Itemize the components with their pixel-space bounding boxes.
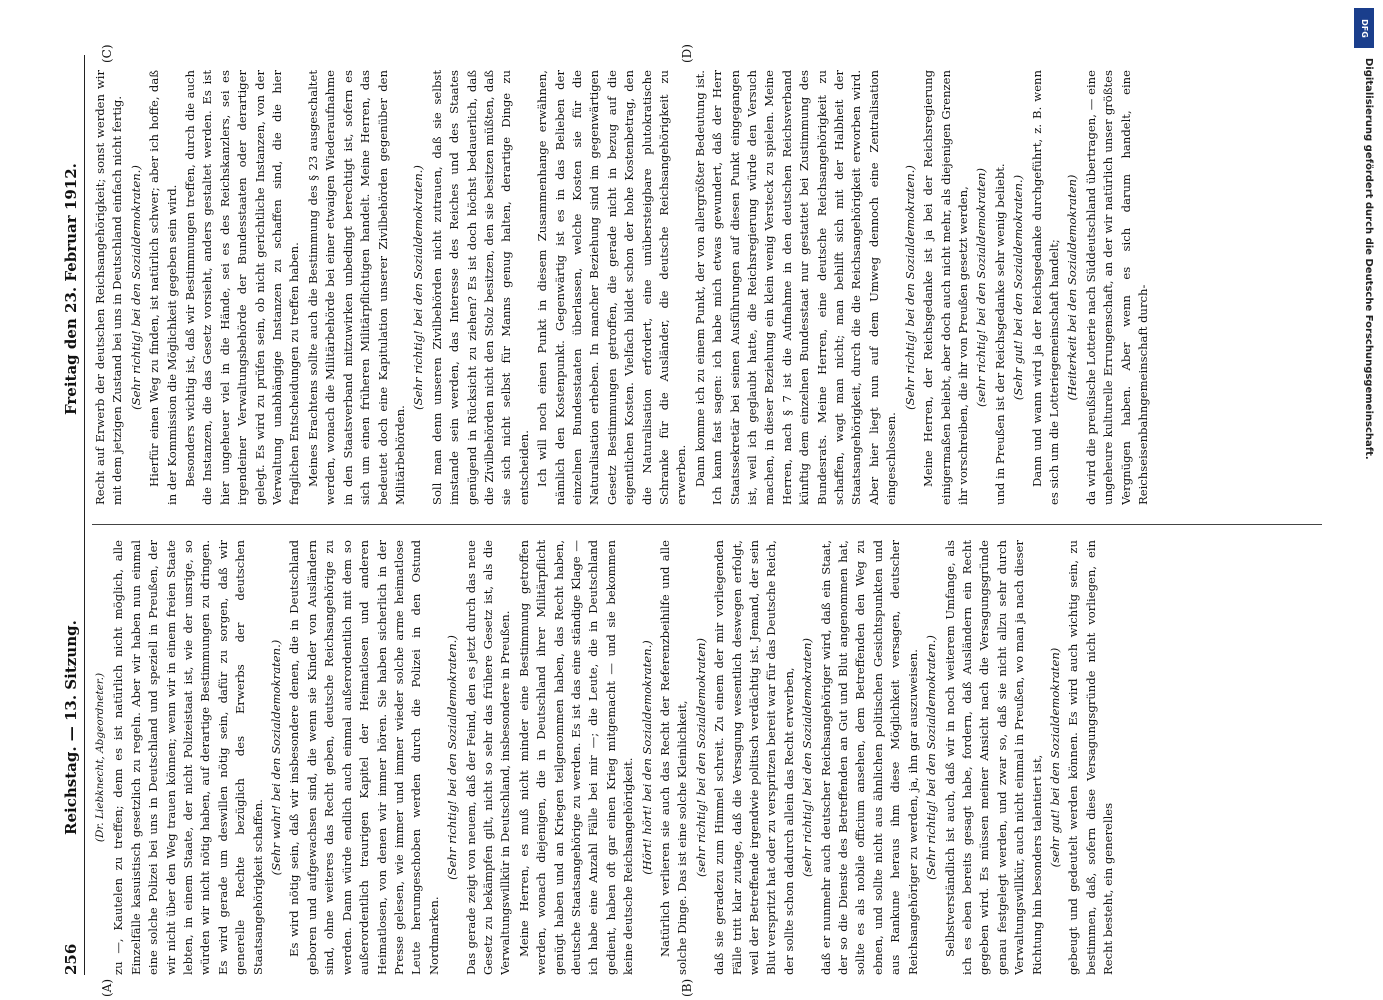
paragraph: zu —, Kautelen zu treffen; denn es ist natürlich nicht möglich, alle Einzelfälle kasuistisch gesetzlich zu regeln. Aber wir haben nun einmal eine solche Polizei bei uns in Deutschland und speziell in Preußen, der wir nicht über den Weg trauen können; wenn wir in einem freien Staate lebten, in einem Staate, der nicht Polizeistaat ist, wie der unsrige, so würden wir nicht nötig haben, auf derartige Bestimmungen zu dringen. Es wird gerade um deswillen nötig sein, dafür zu sorgen, daß wir generelle Rechte bezüglich des Erwerbs der deutschen Staatsangehörigkeit schaffen. [111, 540, 265, 975]
digitization-credit-text: Digitalisierung gefördert durch die Deutsche Forschungsgemeinschaft. [1363, 58, 1374, 460]
paragraph: Hierfür einen Weg zu finden, ist natürlich schwer; aber ich hoffe, daß in der Kommission die Möglichkeit gegeben sein wird. [147, 70, 179, 505]
paragraph: Dann komme ich zu einem Punkt, der von allergrößter Bedeutung ist. Ich kann fast sagen: ich habe mich etwas gewundert, daß der Herr Staatssekretär bei seinen Ausführungen auf diesen Punkt eingegangen ist, weil ich geglaubt hatte, die Reichsregierung würde den Versuch machen, in dieser Beziehung ein klein wenig Versteck zu spielen. Meine Herren, nach § 7 ist die Aufnahme in den deutschen Reichsverband künftig dem einzelnen Bundesstaat nur gestattet bei Zustimmung des Bundesrats. Meine Herren, eine deutsche Reichsangehörigkeit zu schaffen, wagt man nicht; man behilft sich mit der Halbheit der Staatsangehörigkeit, durch die die Reichsangehörigkeit erworben wird. Aber hier liegt nun auf dem Umweg dennoch eine Zentralisation eingeschlossen. [692, 70, 899, 505]
paragraph: Besonders wichtig ist, daß wir Bestimmungen treffen, durch die auch die Instanzen, die das Gesetz vorsieht, anders gestaltet werden. Es ist hier ungeheuer viel in die Hände, sei es des Reichskanzlers, sei es irgendeiner Verwaltungsbehörde der Bundesstaaten oder derartiger gelegt. Es wird zu prüfen sein, ob nicht gerichtliche Instanzen, von der Verwaltung unabhängige Instanzen zu schaffen sind, die die hier fraglichen Entscheidungen zu treffen haben. [183, 70, 302, 505]
paragraph: daß sie geradezu zum Himmel schreit. Zu einem der mir vorliegenden Fälle tritt klar zutage, daß die Versagung wesentlich deswegen erfolgt, weil der Betreffende irgendwie politisch verdächtig ist. Jemand, der sein Blut verspritzt hat oder zu verspritzen bereit war für das Deutsche Reich, der sollte schon dadurch allein das Recht erwerben, [712, 540, 796, 975]
dfg-logo [1354, 8, 1374, 48]
header-rule [84, 55, 85, 975]
interjection: (Sehr richtig! bei den Sozialdemokraten.) [445, 635, 460, 880]
margin-letter-a: (A) [100, 978, 114, 997]
interjection: (Sehr richtig! bei den Sozialdemokraten.) [924, 635, 939, 880]
paragraph: Es wird nötig sein, daß wir insbesondere denen, die in Deutschland geboren und aufgewachsen sind, die wenn sie Kinder von Ausländern sind, ohne weiteres das Recht geben, deutsche Reichsangehörige zu werden. Dann würde endlich auch einmal außerordentlich mit dem so außerordentlich traurigen Kapitel der Heimatlosen und anderen Heimatlosen, von denen wir immer hören. Sie haben sicherlich in der Presse gelesen, wie immer und immer wieder solche arme heimatlose Leute herumgeschoben werden durch die Polizei in den Ostund Nordmarken. [287, 540, 441, 975]
digitization-sidebar [1352, 8, 1376, 998]
paragraph: Recht auf Erwerb der deutschen Reichsangehörigkeit; sonst werden wir mit dem jetzigen Zustand bei uns in Deutschland einfach nicht fertig. [93, 70, 125, 505]
rotated-page [60, 44, 1335, 997]
interjection: (Hört! hört! bei den Sozialdemokraten.) [639, 640, 654, 875]
interjection: (Sehr richtig! bei den Sozialdemokraten.) [902, 165, 917, 410]
interjection: (Heiterkeit bei den Sozialdemokraten) [1065, 174, 1080, 401]
margin-letter-c: (C) [100, 44, 114, 63]
page-number: 256 [62, 943, 80, 975]
interjection: (Sehr gut! bei den Sozialdemokraten.) [1011, 174, 1026, 401]
paragraph: daß er nunmehr auch deutscher Reichsangehöriger wird, daß ein Staat, der so die Dienste des Betreffenden an Gut und Blut angenommen hat, sollte es als nobile officium ansehen, dem Betreffenden den Weg zu ebnen, und sollte nicht aus ähnlichen politischen Gesichtspunkten und aus Rankune heraus ihm diese Möglichkeit versagen, deutscher Reichsangehöriger zu werden, ja, ihn gar auszuweisen. [818, 540, 920, 975]
paragraph: gebeugt und gedeutelt werden können. Es wird auch wichtig sein, zu bestimmen, daß, sofern diese Versagungsgründe nicht vorliegen, ein Recht besteht, ein generelles [1066, 540, 1116, 975]
paragraph: da wird die preußische Lotterie nach Süddeutschland übertragen, — eine ungeheure kulturelle Errungenschaft, an der wir natürlich unser größtes Vergnügen haben. Aber wenn es sich darum handelt, eine Reichseisenbahngemeinschaft durch- [1083, 70, 1150, 505]
margin-letter-d: (D) [680, 44, 694, 63]
paragraph: Dann und wann wird ja der Reichsgedanke durchgeführt, z. B. wenn es sich um die Lotteriegemeinschaft handelt; [1029, 70, 1061, 505]
margin-letter-b: (B) [680, 978, 694, 997]
paragraph: und in Preußen ist der Reichsgedanke sehr wenig beliebt. [992, 163, 1007, 505]
interjection: (sehr gut! bei den Sozialdemokraten) [1047, 647, 1062, 868]
left-column [92, 540, 1322, 975]
page-header [60, 55, 84, 975]
paragraph: Meine Herren, der Reichsgedanke ist ja bei der Reichsregierung einigermaßen beliebt, aber doch auch nicht mehr, als diejenigen Grenzen ihr vorschreiben, die ihr von Preußen gesetzt werden, [921, 70, 970, 505]
session-title: Reichstag. — 13. Sitzung. [62, 620, 80, 835]
interjection: (Sehr richtig! bei den Sozialdemokraten.) [128, 165, 143, 410]
paragraph: Meines Erachtens sollte auch die Bestimmung des § 23 ausgeschaltet werden, wonach die Militärbehörde bei einer etwaigen Wiederaufnahme in den Staatsverband mitzuwirken unbedingt berechtigt ist, sofern es sich um einen früheren Militärpflichtigen handelt. Meine Herren, das bedeutet doch eine Kapitulation unserer Zivilbehörden gegenüber den Militärbehörden. [305, 70, 407, 505]
paragraph: Meine Herren, es muß nicht minder eine Bestimmung getroffen werden, wonach diejenigen, die in Deutschland ihrer Militärpflicht genügt haben und an Kriegen teilgenommen haben, das Recht haben, deutsche Staatsangehörige zu werden. Es ist das eine ständige Klage — ich habe eine Anzahl Fälle bei mir —; die Leute, die in Deutschland gedient, haben oft gar einen Krieg mitgemacht — und sie bekommen keine deutsche Reichsangehörigkeit. [516, 540, 636, 975]
interjection: (sehr richtig! bei den Sozialdemokraten) [800, 637, 815, 878]
paragraph: Ich will noch einen Punkt in diesem Zusammenhange erwähnen, nämlich den Kostenpunkt. Gegenwärtig ist es in das Belieben der einzelnen Bundesstaaten überlassen, welche Kosten sie für die Naturalisation erheben. In mancher Beziehung sind im gegenwärtigen Gesetz Bestimmungen getroffen, die gerade nicht in bezug auf die eigentlichen Kosten. Vielfach bildet schon der hohe Kostenbetrag, den die Naturalisation erfordert, eine unübersteigbare plutokratische Schranke für die Ausländer, die deutsche Reichsangehörigkeit zu erwerben. [535, 70, 689, 505]
dfg-logo-text: DFG [1359, 18, 1369, 38]
digitization-credit [1352, 58, 1376, 798]
session-date: Freitag den 23. Februar 1912. [62, 163, 80, 415]
column-divider [92, 524, 1322, 525]
interjection: (sehr richtig! bei den Sozialdemokraten) [693, 637, 708, 878]
right-column [92, 70, 1322, 505]
paragraph: Soll man denn unseren Zivilbehörden nicht zutrauen, daß sie selbst imstande sein werden, das Interesse des Reiches und des Staates genügend in Rücksicht zu ziehen? Es ist doch höchst bedauerlich, daß die Zivilbehörden nicht den Stolz besitzen, den sie besitzen müßten, daß sie sich nicht selbst für Manns genug halten, derartige Dinge zu entscheiden. [429, 70, 531, 505]
interjection: (sehr richtig! bei den Sozialdemokraten) [974, 167, 989, 408]
paragraph: Das gerade zeigt von neuem, daß der Feind, den es jetzt durch das neue Gesetz zu bekämpfen gilt, nicht so sehr das frühere Gesetz ist, als die Verwaltungswillkür in Deutschland, insbesondere in Preußen. [463, 540, 513, 975]
interjection: (Sehr wahr! bei den Sozialdemokraten.) [269, 639, 284, 876]
speaker-note: (Dr. Liebknecht, Abgeordneter.) [94, 672, 106, 843]
paragraph: Selbstverständlich ist auch, daß wir in noch weiterem Umfange, als ich es eben bereits gesagt habe, fordern, daß Ausländern ein Recht gegeben wird. Es müssen meiner Ansicht nach die Versagungsgründe genau festgelegt werden, und zwar so, daß sie nicht allzu sehr durch Verwaltungswillkür, auch nicht einmal in Preußen, wo man ja nach dieser Richtung hin besonders talentiert ist, [942, 540, 1044, 975]
interjection: (Sehr richtig! bei den Sozialdemokraten.) [411, 165, 426, 410]
paragraph: Natürlich verlieren sie auch das Recht der Referenzbeihilfe und alle solche Dinge. Das ist eine solche Kleinlichkeit, [658, 540, 690, 975]
